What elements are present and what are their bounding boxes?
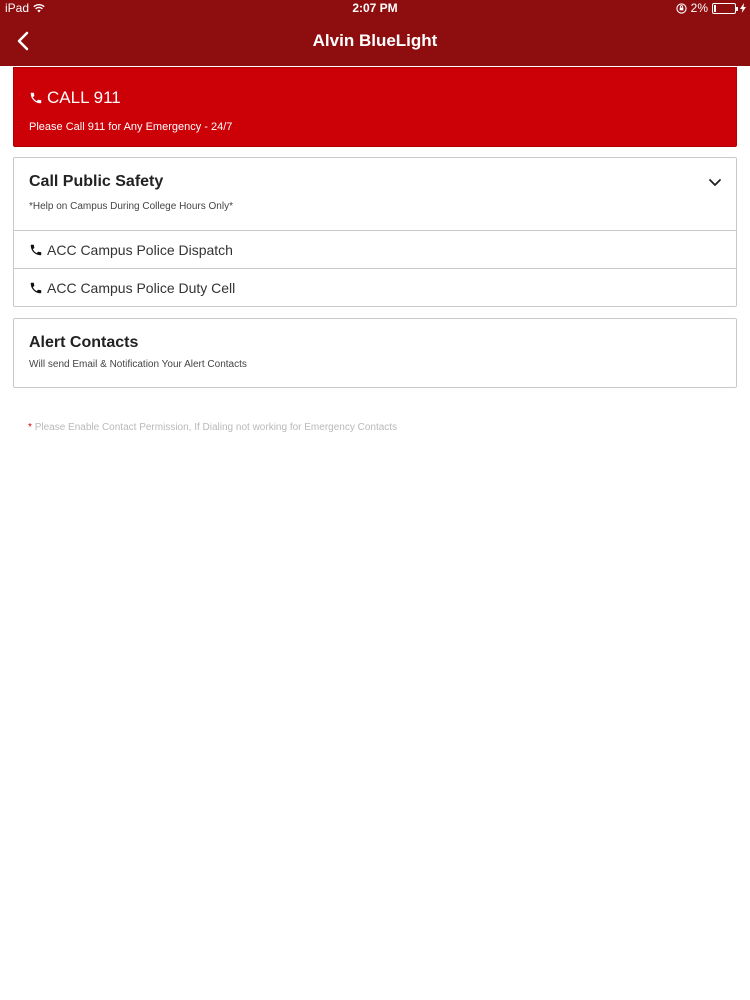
phone-icon bbox=[29, 281, 43, 295]
phone-icon bbox=[29, 91, 43, 105]
phone-icon bbox=[29, 243, 43, 257]
battery-icon bbox=[712, 3, 736, 14]
public-safety-subtitle: *Help on Campus During College Hours Only* bbox=[29, 201, 233, 212]
battery-percent: 2% bbox=[690, 1, 708, 15]
call-911-subtitle: Please Call 911 for Any Emergency - 24/7 bbox=[29, 121, 233, 133]
contact-campus-police-dispatch[interactable] bbox=[14, 230, 736, 268]
public-safety-card bbox=[13, 157, 737, 307]
alert-contacts-card[interactable] bbox=[13, 318, 737, 388]
contact-label: ACC Campus Police Dispatch bbox=[47, 241, 233, 258]
charging-bolt-icon bbox=[740, 3, 746, 13]
nav-bar bbox=[0, 16, 750, 66]
public-safety-title: Call Public Safety bbox=[29, 173, 164, 190]
footnote-asterisk: * bbox=[28, 422, 32, 433]
status-bar bbox=[0, 0, 750, 16]
public-safety-header[interactable] bbox=[14, 158, 736, 230]
call-911-title-row bbox=[29, 88, 121, 108]
page-title: Alvin BlueLight bbox=[312, 31, 438, 50]
status-right bbox=[676, 1, 746, 15]
rotation-lock-icon bbox=[676, 3, 687, 14]
call-911-card[interactable] bbox=[13, 67, 737, 147]
contact-campus-police-duty-cell[interactable] bbox=[14, 268, 736, 306]
status-time: 2:07 PM bbox=[352, 1, 398, 15]
device-name: iPad bbox=[5, 1, 30, 15]
battery-fill bbox=[714, 5, 716, 12]
footnote-text: Please Enable Contact Permission, If Dialing not working for Emergency Contacts bbox=[34, 422, 398, 433]
permission-footnote bbox=[28, 422, 397, 433]
chevron-down-icon[interactable] bbox=[708, 178, 722, 188]
contact-label: ACC Campus Police Duty Cell bbox=[47, 279, 236, 296]
alert-contacts-title: Alert Contacts bbox=[29, 334, 139, 351]
alert-contacts-subtitle: Will send Email & Notification Your Alert Contacts bbox=[29, 359, 247, 370]
call-911-label: CALL 911 bbox=[47, 88, 121, 107]
